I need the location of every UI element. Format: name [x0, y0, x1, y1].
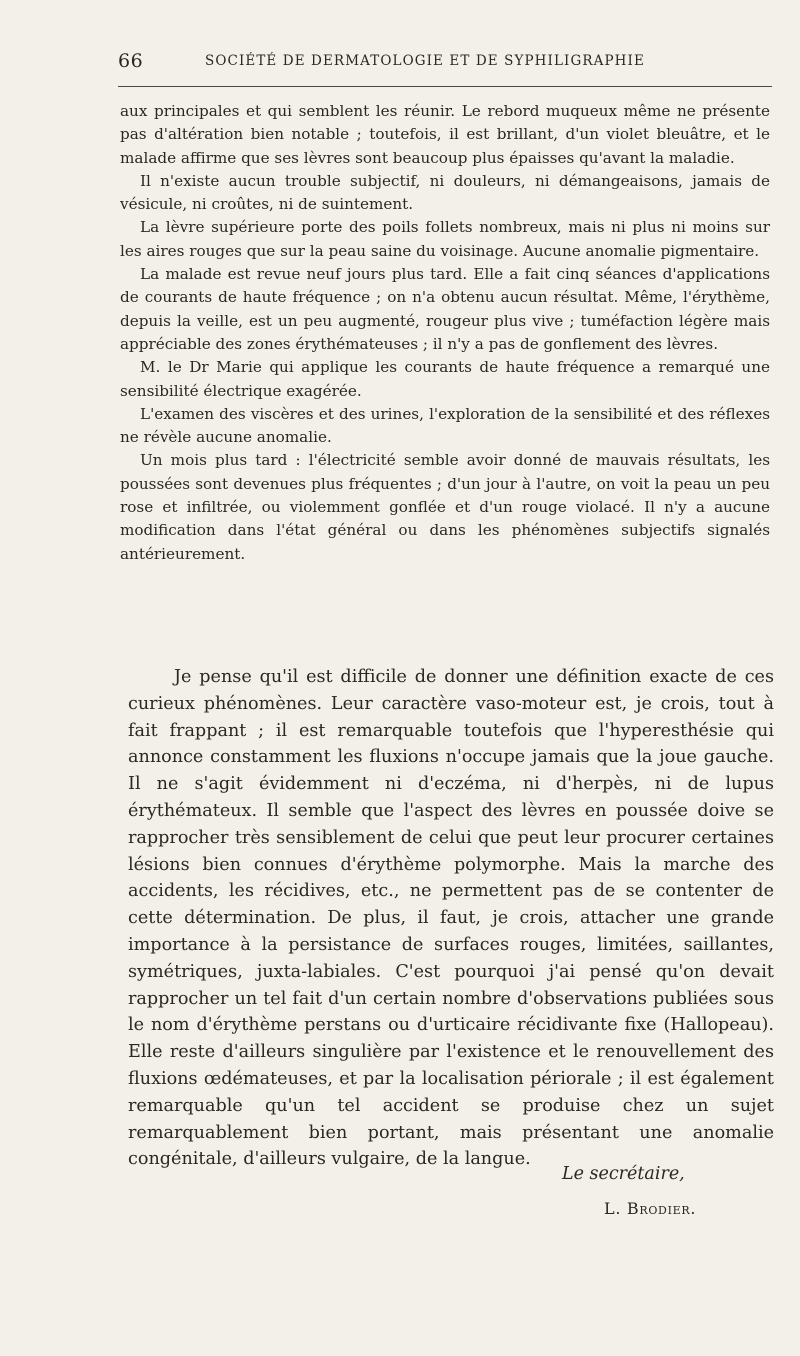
discussion	[128, 664, 774, 1173]
case-note-paragraph: L'examen des viscères et des urines, l'exploration de la sensibilité et des réflexes ne révèle aucune anomalie.	[120, 404, 770, 447]
running-title: SOCIÉTÉ DE DERMATOLOGIE ET DE SYPHILIGRAPHIE	[205, 53, 645, 69]
case-note-paragraph: La lèvre supérieure porte des poils follets nombreux, mais ni plus ni moins sur les aires rouges que sur la peau saine du voisinage. Aucune anomalie pigmentaire.	[120, 218, 770, 260]
header-rule	[118, 86, 772, 87]
case-note-paragraph: M. le Dr Marie qui applique les courants de haute fréquence a remarqué une sensibilité électrique exagérée.	[120, 358, 770, 400]
case-note-paragraph: Un mois plus tard : l'électricité semble avoir donné de mauvais résultats, les poussées sont devenues plus fréquentes ; d'un jour à l'autre, on voit la peau un peu rose et infiltrée, ou violemment gonflée et d'un rouge violacé. Il n'y a aucune modification dans l'état général ou dans les phénomènes subjectifs signalés antérieurement.	[120, 451, 770, 563]
signature-name: L. Brodier.	[604, 1199, 697, 1218]
signature-role: Le secrétaire,	[562, 1164, 685, 1184]
case-note-paragraph: La malade est revue neuf jours plus tard. Elle a fait cinq séances d'applications de courants de haute fréquence ; on n'a obtenu aucun résultat. Même, l'érythème, depuis la veille, est un peu augmenté, rougeur plus vive ; tuméfaction légère mais appréciable des zones érythémateuses ; il n'y a pas de gonflement des lèvres.	[120, 265, 770, 353]
page-number: 66	[118, 50, 144, 72]
case-notes	[120, 100, 770, 566]
discussion-paragraph: Je pense qu'il est difficile de donner une définition exacte de ces curieux phénomènes. Leur caractère vaso-moteur est, je crois, tout à fait frappant ; il est remarquable toutefois que l'hyperesthésie qui annonce constamment les fluxions n'occupe jamais que la joue gauche. Il ne s'agit évidemment ni d'eczéma, ni d'herpès, ni de lupus érythémateux. Il semble que l'aspect des lèvres en poussée doive se rapprocher très sensiblement de celui que peut leur procurer certaines lésions bien connues d'érythème polymorphe. Mais la marche des accidents, les récidives, etc., ne permettent pas de se contenter de cette détermination. De plus, il faut, je crois, attacher une grande importance à la persistance de surfaces rouges, limitées, saillantes, symétriques, juxta-labiales. C'est pourquoi j'ai pensé qu'on devait rapprocher un tel fait d'un certain nombre d'observations publiées sous le nom d'érythème perstans ou d'urticaire récidivante fixe (Hallopeau). Elle reste d'ailleurs singulière par l'existence et le renouvellement des fluxions œdémateuses, et par la localisation périorale ; il est également remarquable qu'un tel accident se produise chez un sujet remarquablement bien portant, mais présentant une anomalie congénitale, d'ailleurs vulgaire, de la langue.	[128, 667, 774, 1170]
case-note-paragraph: aux principales et qui semblent les réunir. Le rebord muqueux même ne présente pas d'altération bien notable ; toutefois, il est brillant, d'un violet bleuâtre, et le malade affirme que ses lèvres sont beaucoup plus épaisses qu'avant la maladie.	[120, 102, 770, 167]
page-header	[118, 50, 770, 76]
case-note-paragraph: Il n'existe aucun trouble subjectif, ni douleurs, ni démangeaisons, jamais de vésicule, ni croûtes, ni de suintement.	[120, 171, 770, 214]
